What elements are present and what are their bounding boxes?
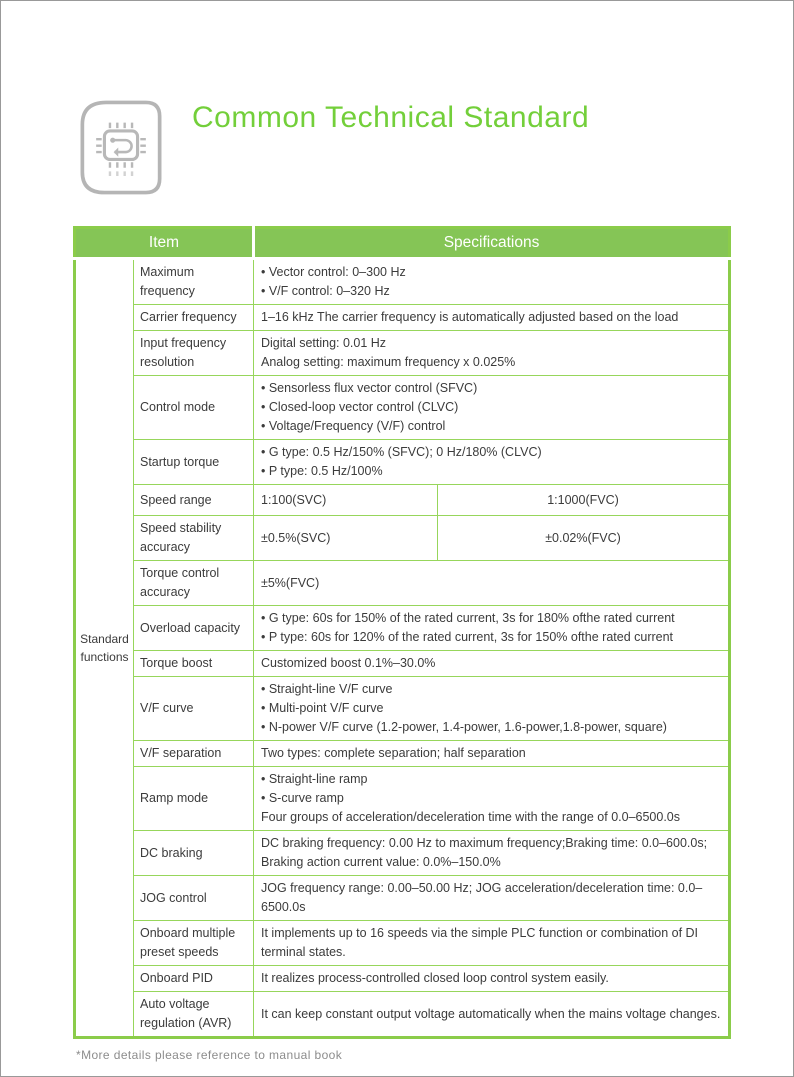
item-cell: V/F separation — [134, 741, 254, 767]
item-cell: JOG control — [134, 876, 254, 921]
spec-cell — [254, 966, 730, 992]
spec-line: It can keep constant output voltage automatically when the mains voltage changes. — [261, 1006, 721, 1021]
table-row — [75, 921, 730, 966]
spec-cell — [254, 677, 730, 741]
item-cell: Onboard PID — [134, 966, 254, 992]
item-cell: Ramp mode — [134, 767, 254, 831]
spec-cell — [254, 259, 730, 305]
item-cell: Torque boost — [134, 651, 254, 677]
spec-line: Customized boost 0.1%–30.0% — [261, 656, 436, 670]
table-row — [75, 305, 730, 331]
spec-cell: 1:1000(FVC) — [438, 485, 730, 516]
category-cell: Standard functions — [75, 259, 134, 1038]
table-row — [75, 331, 730, 376]
spec-line: ±5%(FVC) — [261, 575, 320, 590]
table-row — [75, 651, 730, 677]
table-row — [75, 767, 730, 831]
item-cell: Onboard multiple preset speeds — [134, 921, 254, 966]
spec-cell — [254, 376, 730, 440]
column-header-specifications: Specifications — [254, 228, 730, 259]
spec-line: • G type: 0.5 Hz/150% (SFVC); 0 Hz/180% (CLVC) — [261, 445, 542, 459]
item-cell: Carrier frequency — [134, 305, 254, 331]
page-title: Common Technical Standard — [192, 101, 590, 134]
spec-cell — [254, 305, 730, 331]
footnote: *More details please reference to manual book — [76, 1048, 343, 1062]
table-row — [75, 440, 730, 485]
spec-line: • Sensorless flux vector control (SFVC) — [261, 381, 478, 395]
spec-cell — [254, 876, 730, 921]
spec-table — [73, 226, 731, 1039]
item-cell: Overload capacity — [134, 606, 254, 651]
spec-line: Four groups of acceleration/deceleration time with the range of 0.0–6500.0s — [261, 810, 681, 824]
spec-line: • V/F control: 0–320 Hz — [261, 284, 390, 298]
spec-line: • Closed-loop vector control (CLVC) — [261, 400, 459, 414]
table-row — [75, 876, 730, 921]
spec-cell — [254, 831, 730, 876]
spec-cell: ±0.5%(SVC) — [254, 516, 438, 561]
item-cell: Torque control accuracy — [134, 561, 254, 606]
spec-line: • Voltage/Frequency (V/F) control — [261, 419, 446, 433]
spec-cell — [254, 992, 730, 1038]
item-cell: Control mode — [134, 376, 254, 440]
table-row — [75, 376, 730, 440]
item-cell: Startup torque — [134, 440, 254, 485]
spec-line: DC braking frequency: 0.00 Hz to maximum frequency;Braking time: 0.0–600.0s; — [261, 836, 708, 850]
spec-line: • N-power V/F curve (1.2-power, 1.4-power, 1.6-power,1.8-power, square) — [261, 720, 667, 734]
item-cell: Auto voltage regulation (AVR) — [134, 992, 254, 1038]
title-block — [75, 99, 793, 196]
spec-cell — [254, 741, 730, 767]
table-row — [75, 831, 730, 876]
column-header-item: Item — [75, 228, 254, 259]
spec-cell — [254, 440, 730, 485]
spec-cell — [254, 606, 730, 651]
spec-cell — [254, 331, 730, 376]
spec-cell — [254, 651, 730, 677]
table-row — [75, 966, 730, 992]
table-row — [75, 741, 730, 767]
spec-line: Braking action current value: 0.0%–150.0% — [261, 855, 501, 869]
spec-line: • P type: 60s for 120% of the rated current, 3s for 150% ofthe rated current — [261, 630, 674, 644]
table-row — [75, 992, 730, 1038]
spec-line: • P type: 0.5 Hz/100% — [261, 464, 383, 478]
spec-line: 1–16 kHz The carrier frequency is automatically adjusted based on the load — [261, 310, 679, 324]
spec-line: • Vector control: 0–300 Hz — [261, 265, 406, 279]
spec-line: • S-curve ramp — [261, 791, 344, 805]
spec-line: • G type: 60s for 150% of the rated current, 3s for 180% ofthe rated current — [261, 611, 675, 625]
spec-cell: ±0.02%(FVC) — [438, 516, 730, 561]
table-row — [75, 561, 730, 606]
item-cell: V/F curve — [134, 677, 254, 741]
spec-line: JOG frequency range: 0.00–50.00 Hz; JOG acceleration/deceleration time: 0.0–6500.0s — [261, 881, 703, 914]
spec-line: • Multi-point V/F curve — [261, 701, 384, 715]
item-cell: DC braking — [134, 831, 254, 876]
item-cell: Speed stability accuracy — [134, 516, 254, 561]
spec-line: Two types: complete separation; half separation — [261, 746, 526, 760]
spec-line: Analog setting: maximum frequency x 0.025% — [261, 355, 516, 369]
spec-line: It realizes process-controlled closed loop control system easily. — [261, 971, 609, 985]
table-body — [75, 259, 730, 1038]
spec-cell — [254, 561, 730, 606]
table-row — [75, 677, 730, 741]
table-row — [75, 259, 730, 305]
item-cell: Speed range — [134, 485, 254, 516]
spec-cell — [254, 921, 730, 966]
spec-line: It implements up to 16 speeds via the simple PLC function or combination of DI terminal states. — [261, 926, 699, 959]
spec-line: Digital setting: 0.01 Hz — [261, 336, 387, 350]
chip-icon — [75, 99, 167, 196]
spec-line: • Straight-line ramp — [261, 772, 368, 786]
table-row — [75, 516, 730, 561]
spec-line: • Straight-line V/F curve — [261, 682, 393, 696]
table-row — [75, 485, 730, 516]
spec-cell: 1:100(SVC) — [254, 485, 438, 516]
table-row — [75, 606, 730, 651]
item-cell: Maximum frequency — [134, 259, 254, 305]
table-header-row — [75, 228, 730, 259]
item-cell: Input frequency resolution — [134, 331, 254, 376]
spec-cell — [254, 767, 730, 831]
